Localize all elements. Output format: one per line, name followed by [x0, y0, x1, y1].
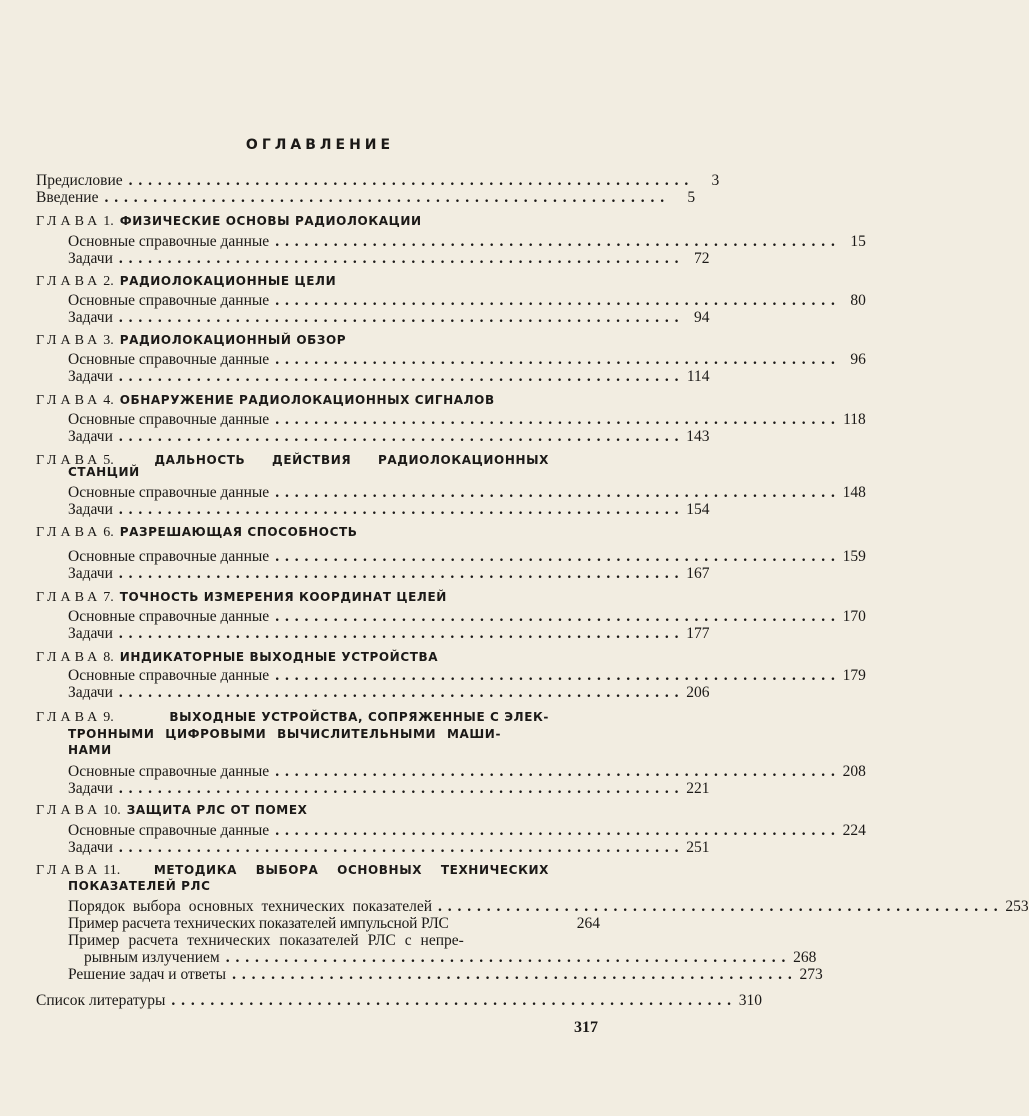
- entry-label: Список литературы: [36, 992, 166, 1009]
- entry-label: Основные справочные данные: [68, 351, 270, 368]
- chapter-title: РАЗРЕШАЮЩАЯ СПОСОБНОСТЬ: [119, 525, 358, 539]
- leader-dots: . . . . . . . . . . . . . . . . . . . . . . . . . . . . . . . . . . . . . . . . . . . . . . . . . . . . . . . . . .: [275, 822, 836, 839]
- entry-label: Основные справочные данные: [68, 822, 270, 839]
- leader-dots: . . . . . . . . . . . . . . . . . . . . . . . . . . . . . . . . . . . . . . . . . . . . . . . . . . . . . . . . . .: [118, 625, 680, 642]
- chapter-heading: [36, 392, 495, 409]
- page-title: ОГЛАВЛЕНИЕ: [245, 137, 395, 153]
- leader-dots: . . . . . . . . . . . . . . . . . . . . . . . . . . . . . . . . . . . . . . . . . . . . . . . . . . . . . . . . . .: [232, 966, 793, 983]
- chapter-title-line1: МЕТОДИКА ВЫБОРА ОСНОВНЫХ ТЕХНИЧЕСКИХ: [153, 863, 549, 877]
- chapter-number: 6.: [103, 525, 114, 540]
- chapter-heading: [36, 273, 336, 290]
- entry-page: 264: [576, 915, 600, 932]
- chapter-number: 2.: [103, 274, 114, 289]
- entry-page: 224: [842, 822, 866, 839]
- entry-label: Пример расчета технических показателей импульсной РЛС: [68, 915, 449, 932]
- toc-entry: [68, 780, 710, 797]
- chapter-word: ГЛАВА: [36, 453, 102, 468]
- chapter-heading: [36, 524, 358, 541]
- leader-dots: . . . . . . . . . . . . . . . . . . . . . . . . . . . . . . . . . . . . . . . . . . . . . . . . . . . . . . . . . .: [275, 411, 836, 428]
- chapter-word: ГЛАВА: [36, 590, 102, 605]
- toc-entry: [68, 501, 710, 518]
- leader-dots: . . . . . . . . . . . . . . . . . . . . . . . . . . . . . . . . . . . . . . . . . . . . . . . . . . . . . . . . . .: [118, 684, 680, 701]
- toc-entry-preface: [36, 172, 720, 189]
- chapter-number: 9.: [103, 710, 114, 725]
- chapter-number: 4.: [103, 393, 114, 408]
- entry-label: Основные справочные данные: [68, 233, 270, 250]
- entry-label: Введение: [36, 189, 99, 206]
- chapter-word: ГЛАВА: [36, 710, 102, 725]
- entry-label: Задачи: [68, 684, 113, 701]
- entry-page: 5: [687, 189, 696, 206]
- entry-label: Основные справочные данные: [68, 667, 270, 684]
- entry-page: 159: [842, 548, 866, 565]
- entry-label: Задачи: [68, 839, 113, 856]
- toc-entry: [68, 625, 710, 642]
- toc-entry: [68, 548, 866, 565]
- toc-entry: [68, 763, 866, 780]
- toc-entry: [68, 839, 710, 856]
- chapter-word: ГЛАВА: [36, 274, 102, 289]
- entry-page: 148: [842, 484, 866, 501]
- chapter-title-line2: ПОКАЗАТЕЛЕЙ РЛС: [68, 879, 211, 893]
- chapter-title: ЗАЩИТА РЛС ОТ ПОМЕХ: [126, 803, 308, 817]
- entry-page: 177: [686, 625, 710, 642]
- leader-dots: . . . . . . . . . . . . . . . . . . . . . . . . . . . . . . . . . . . . . . . . . . . . . . . . . . . . . . . . . .: [438, 898, 999, 915]
- entry-page: 208: [842, 763, 866, 780]
- chapter-title-line2: СТАНЦИЙ: [68, 465, 140, 479]
- entry-label: Пример расчета технических показателей РЛС с непре-: [68, 932, 464, 949]
- toc-entry-references: [36, 992, 762, 1009]
- toc-entry: [68, 565, 710, 582]
- chapter-heading: [36, 213, 422, 230]
- entry-page: 310: [738, 992, 762, 1009]
- chapter-title-line2: ТРОННЫМИ ЦИФРОВЫМИ ВЫЧИСЛИТЕЛЬНЫМИ МАШИ-: [68, 727, 502, 741]
- chapter-word: ГЛАВА: [36, 333, 102, 348]
- toc-entry: [68, 411, 866, 428]
- chapter-title-line3: НАМИ: [68, 743, 112, 757]
- toc-entry: [68, 898, 1029, 915]
- chapter-word: ГЛАВА: [36, 863, 102, 878]
- entry-label: Задачи: [68, 368, 113, 385]
- entry-label: Задачи: [68, 501, 113, 518]
- leader-dots: . . . . . . . . . . . . . . . . . . . . . . . . . . . . . . . . . . . . . . . . . . . . . . . . . . . . . . . . . .: [275, 351, 836, 368]
- chapter-word: ГЛАВА: [36, 803, 102, 818]
- entry-page: 221: [686, 780, 710, 797]
- entry-label: Основные справочные данные: [68, 548, 270, 565]
- entry-page: 15: [850, 233, 866, 250]
- entry-page: 154: [686, 501, 710, 518]
- entry-page: 253: [1005, 898, 1029, 915]
- chapter-title: ОБНАРУЖЕНИЕ РАДИОЛОКАЦИОННЫХ СИГНАЛОВ: [119, 393, 495, 407]
- leader-dots: . . . . . . . . . . . . . . . . . . . . . . . . . . . . . . . . . . . . . . . . . . . . . . . . . . . . . . . . . .: [275, 548, 836, 565]
- leader-dots: . . . . . . . . . . . . . . . . . . . . . . . . . . . . . . . . . . . . . . . . . . . . . . . . . . . . . . . . . .: [275, 667, 836, 684]
- chapter-title: ИНДИКАТОРНЫЕ ВЫХОДНЫЕ УСТРОЙСТВА: [119, 650, 439, 664]
- page-number: 317: [574, 1019, 598, 1036]
- toc-entry: [68, 667, 866, 684]
- leader-dots: . . . . . . . . . . . . . . . . . . . . . . . . . . . . . . . . . . . . . . . . . . . . . . . . . . . . . . . . . .: [118, 368, 680, 385]
- chapter-heading: [36, 802, 307, 819]
- entry-page: 80: [850, 292, 866, 309]
- entry-page: 72: [694, 250, 710, 267]
- entry-label-continued: рывным излучением: [84, 949, 220, 966]
- chapter-title: ФИЗИЧЕСКИЕ ОСНОВЫ РАДИОЛОКАЦИИ: [119, 214, 422, 228]
- entry-label: Предисловие: [36, 172, 123, 189]
- toc-entry-first-line: [68, 932, 549, 949]
- chapter-title-line1: ДАЛЬНОСТЬ ДЕЙСТВИЯ РАДИОЛОКАЦИОННЫХ: [154, 453, 549, 467]
- toc-entry: [84, 949, 817, 966]
- entry-label: Основные справочные данные: [68, 608, 270, 625]
- entry-page: 206: [686, 684, 710, 701]
- toc-entry: [68, 608, 866, 625]
- leader-dots: . . . . . . . . . . . . . . . . . . . . . . . . . . . . . . . . . . . . . . . . . . . . . . . . . . . . . . . . . .: [118, 565, 680, 582]
- entry-label: Задачи: [68, 780, 113, 797]
- entry-page: 94: [694, 309, 710, 326]
- entry-page: 268: [793, 949, 817, 966]
- leader-dots: . . . . . . . . . . . . . . . . . . . . . . . . . . . . . . . . . . . . . . . . . . . . . . . . . . . . . . . . . .: [275, 608, 836, 625]
- leader-dots: . . . . . . . . . . . . . . . . . . . . . . . . . . . . . . . . . . . . . . . . . . . . . . . . . . . . . . . . . .: [275, 484, 836, 501]
- leader-dots: . . . . . . . . . . . . . . . . . . . . . . . . . . . . . . . . . . . . . . . . . . . . . . . . . . . . . . . . . .: [118, 501, 680, 518]
- entry-label: Основные справочные данные: [68, 292, 270, 309]
- chapter-word: ГЛАВА: [36, 393, 102, 408]
- toc-entry: [68, 351, 866, 368]
- chapter-title: РАДИОЛОКАЦИОННЫЙ ОБЗОР: [119, 333, 347, 347]
- leader-dots: . . . . . . . . . . . . . . . . . . . . . . . . . . . . . . . . . . . . . . . . . . . . . . . . . . . . . . . . . .: [275, 763, 836, 780]
- toc-entry: [68, 822, 866, 839]
- chapter-heading: [36, 649, 438, 666]
- chapter-heading: [36, 862, 549, 879]
- toc-entry-introduction: [36, 189, 696, 206]
- leader-dots: . . . . . . . . . . . . . . . . . . . . . . . . . . . . . . . . . . . . . . . . . . . . . . . . . . . . . . . . . .: [128, 172, 690, 189]
- entry-page: 179: [842, 667, 866, 684]
- leader-dots: . . . . . . . . . . . . . . . . . . . . . . . . . . . . . . . . . . . . . . . . . . . . . . . . . . . . . . . . . .: [171, 992, 732, 1009]
- toc-entry: [68, 428, 710, 445]
- chapter-word: ГЛАВА: [36, 214, 102, 229]
- entry-page: 3: [711, 172, 720, 189]
- entry-page: 273: [799, 966, 823, 983]
- entry-label: Задачи: [68, 309, 113, 326]
- entry-page: 96: [850, 351, 866, 368]
- chapter-title: ТОЧНОСТЬ ИЗМЕРЕНИЯ КООРДИНАТ ЦЕЛЕЙ: [119, 590, 447, 604]
- entry-label: Порядок выбора основных технических показателей: [68, 898, 433, 915]
- entry-label: Основные справочные данные: [68, 484, 270, 501]
- chapter-number: 5.: [103, 453, 114, 468]
- leader-dots: . . . . . . . . . . . . . . . . . . . . . . . . . . . . . . . . . . . . . . . . . . . . . . . . . . . . . . . . . .: [275, 292, 836, 309]
- chapter-number: 1.: [103, 214, 114, 229]
- entry-label: Основные справочные данные: [68, 763, 270, 780]
- entry-page: 170: [842, 608, 866, 625]
- chapter-title: РАДИОЛОКАЦИОННЫЕ ЦЕЛИ: [119, 274, 337, 288]
- leader-dots: . . . . . . . . . . . . . . . . . . . . . . . . . . . . . . . . . . . . . . . . . . . . . . . . . . . . . . . . . .: [104, 189, 666, 206]
- leader-dots: . . . . . . . . . . . . . . . . . . . . . . . . . . . . . . . . . . . . . . . . . . . . . . . . . . . . . . . . . .: [225, 949, 787, 966]
- entry-page: 251: [686, 839, 710, 856]
- entry-page: 114: [686, 368, 710, 385]
- chapter-number: 8.: [103, 650, 114, 665]
- toc-entry: [68, 684, 710, 701]
- leader-dots: . . . . . . . . . . . . . . . . . . . . . . . . . . . . . . . . . . . . . . . . . . . . . . . . . . . . . . . . . .: [275, 233, 836, 250]
- entry-label: Основные справочные данные: [68, 411, 270, 428]
- toc-entry: [68, 250, 710, 267]
- entry-label: Задачи: [68, 565, 113, 582]
- toc-entry: [68, 966, 823, 983]
- chapter-heading: [36, 709, 549, 726]
- toc-entry: [68, 309, 710, 326]
- chapter-word: ГЛАВА: [36, 650, 102, 665]
- toc-entry: [68, 915, 600, 932]
- chapter-number: 3.: [103, 333, 114, 348]
- entry-page: 167: [686, 565, 710, 582]
- chapter-number: 10.: [103, 803, 121, 818]
- chapter-number: 7.: [103, 590, 114, 605]
- leader-dots: . . . . . . . . . . . . . . . . . . . . . . . . . . . . . . . . . . . . . . . . . . . . . . . . . . . . . . . . . .: [118, 428, 680, 445]
- toc-entry: [68, 233, 866, 250]
- entry-page: 118: [843, 411, 866, 428]
- toc-entry: [68, 368, 710, 385]
- leader-dots: . . . . . . . . . . . . . . . . . . . . . . . . . . . . . . . . . . . . . . . . . . . . . . . . . . . . . . . . . .: [118, 250, 680, 267]
- leader-dots: . . . . . . . . . . . . . . . . . . . . . . . . . . . . . . . . . . . . . . . . . . . . . . . . . . . . . . . . . .: [118, 839, 680, 856]
- chapter-heading: [36, 332, 346, 349]
- entry-label: Решение задач и ответы: [68, 966, 227, 983]
- toc-entry: [68, 292, 866, 309]
- toc-entry: [68, 484, 866, 501]
- entry-label: Задачи: [68, 428, 113, 445]
- chapter-word: ГЛАВА: [36, 525, 102, 540]
- entry-label: Задачи: [68, 250, 113, 267]
- entry-page: 143: [686, 428, 710, 445]
- entry-label: Задачи: [68, 625, 113, 642]
- chapter-heading: [36, 589, 447, 606]
- chapter-number: 11.: [103, 863, 121, 878]
- chapter-title-line1: ВЫХОДНЫЕ УСТРОЙСТВА, СОПРЯЖЕННЫЕ С ЭЛЕК-: [169, 710, 549, 724]
- leader-dots: . . . . . . . . . . . . . . . . . . . . . . . . . . . . . . . . . . . . . . . . . . . . . . . . . . . . . . . . . .: [118, 780, 680, 797]
- leader-dots: . . . . . . . . . . . . . . . . . . . . . . . . . . . . . . . . . . . . . . . . . . . . . . . . . . . . . . . . . .: [118, 309, 680, 326]
